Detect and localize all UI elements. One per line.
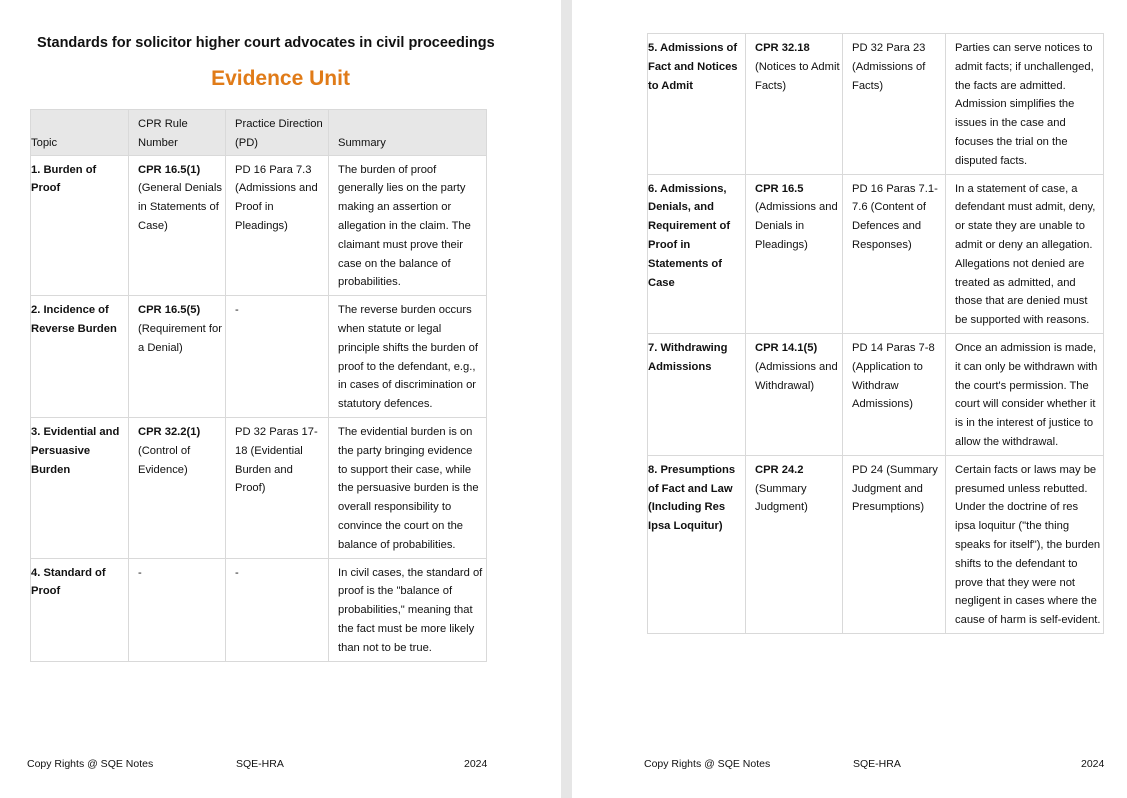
pd-cell: PD 32 Para 23 (Admissions of Facts) xyxy=(843,34,946,175)
table-row xyxy=(648,34,1104,175)
table-row xyxy=(31,558,487,661)
cpr-description: (Admissions and Denials in Pleadings) xyxy=(755,201,838,251)
header-summary: Summary xyxy=(329,110,487,156)
unit-title: Evidence Unit xyxy=(211,67,350,90)
cpr-description: (General Denials in Statements of Case) xyxy=(138,182,222,232)
pd-cell: - xyxy=(226,558,329,661)
footer-year: 2024 xyxy=(1081,758,1105,770)
summary-cell: In civil cases, the standard of proof is the "balance of probabilities," meaning that the fact must be more likely than not to be true. xyxy=(329,558,487,661)
pd-cell: PD 32 Paras 17-18 (Evidential Burden and Proof) xyxy=(226,417,329,558)
topic-cell: 6. Admissions, Denials, and Requirement of Proof in Statements of Case xyxy=(648,174,746,333)
cpr-cell xyxy=(746,34,843,175)
cpr-number: CPR 32.18 xyxy=(755,42,810,54)
cpr-number: CPR 16.5 xyxy=(755,182,804,195)
summary-cell: The burden of proof generally lies on the party making an assertion or allegation in the claim. The claimant must prove their case on the balance of probabilities. xyxy=(329,155,487,296)
cpr-number: CPR 24.2 xyxy=(755,463,804,476)
header-cpr-rule: CPR Rule Number xyxy=(129,110,226,156)
cpr-cell xyxy=(129,296,226,418)
pd-cell: - xyxy=(226,296,329,418)
document-title: Standards for solicitor higher court advocates in civil proceedings xyxy=(37,35,495,51)
topic-cell: 1. Burden of Proof xyxy=(31,155,129,296)
summary-cell: The reverse burden occurs when statute or legal principle shifts the burden of proof to the defendant, e.g., in cases of discrimination or statutory defences. xyxy=(329,296,487,418)
cpr-cell xyxy=(746,455,843,633)
table-row xyxy=(648,174,1104,333)
footer-copyright: Copy Rights @ SQE Notes xyxy=(644,758,771,770)
cpr-cell xyxy=(746,174,843,333)
cpr-cell xyxy=(129,558,226,661)
table-row xyxy=(648,455,1104,633)
footer-year: 2024 xyxy=(464,758,488,770)
cpr-number: CPR 14.1(5) xyxy=(755,341,818,354)
topic-cell: 8. Presumptions of Fact and Law (Including Res Ipsa Loquitur) xyxy=(648,455,746,633)
cpr-description: (Control of Evidence) xyxy=(138,444,191,476)
cpr-cell xyxy=(129,155,226,296)
evidence-table-page-2 xyxy=(647,33,1104,634)
table-header-row xyxy=(31,110,487,156)
evidence-table-page-1 xyxy=(30,109,487,662)
topic-cell: 4. Standard of Proof xyxy=(31,558,129,661)
cpr-number: - xyxy=(138,566,142,579)
summary-cell: Parties can serve notices to admit facts; if unchallenged, the facts are admitted. Admission simplifies the issues in the case and focuses the trial on the disputed facts. xyxy=(946,34,1104,175)
footer-exam-code: SQE-HRA xyxy=(236,758,284,770)
cpr-description: (Admissions and Withdrawal) xyxy=(755,360,838,392)
table-row xyxy=(31,155,487,296)
summary-cell: Certain facts or laws may be presumed unless rebutted. Under the doctrine of res ipsa loquitur ("the thing speaks for itself"), the burden shifts to the defendant to prove that they were not negligent in cases where the cause of harm is self-evident. xyxy=(946,455,1104,633)
header-topic: Topic xyxy=(31,110,129,156)
footer-copyright: Copy Rights @ SQE Notes xyxy=(27,758,154,770)
topic-cell: 3. Evidential and Persuasive Burden xyxy=(31,417,129,558)
footer-exam-code: SQE-HRA xyxy=(853,758,901,770)
pd-cell: PD 24 (Summary Judgment and Presumptions) xyxy=(843,455,946,633)
cpr-description: (Requirement for a Denial) xyxy=(138,322,222,354)
pd-cell: PD 16 Para 7.3 (Admissions and Proof in Pleadings) xyxy=(226,155,329,296)
topic-cell: 7. Withdrawing Admissions xyxy=(648,333,746,455)
cpr-number: CPR 16.5(1) xyxy=(138,163,201,176)
cpr-number: CPR 16.5(5) xyxy=(138,304,201,317)
pd-cell: PD 16 Paras 7.1-7.6 (Content of Defences and Responses) xyxy=(843,174,946,333)
summary-cell: In a statement of case, a defendant must admit, deny, or state they are unable to admit or deny an allegation. Allegations not denied are treated as admitted, and those that are denied must be supported with reasons. xyxy=(946,174,1104,333)
cpr-cell xyxy=(746,333,843,455)
topic-cell: 5. Admissions of Fact and Notices to Admit xyxy=(648,34,746,175)
cpr-description: (Notices to Admit Facts) xyxy=(755,60,840,92)
summary-cell: Once an admission is made, it can only be withdrawn with the court's permission. The court will consider whether it is in the interest of justice to allow the withdrawal. xyxy=(946,333,1104,455)
cpr-description: (Summary Judgment) xyxy=(755,482,808,514)
table-row xyxy=(648,333,1104,455)
header-practice-direction: Practice Direction (PD) xyxy=(226,110,329,156)
table-row xyxy=(31,417,487,558)
page-2 xyxy=(572,0,1127,798)
summary-cell: The evidential burden is on the party bringing evidence to support their case, while the persuasive burden is the overall responsibility to convince the court on the balance of probabilities. xyxy=(329,417,487,558)
cpr-number: CPR 32.2(1) xyxy=(138,425,201,438)
topic-cell: 2. Incidence of Reverse Burden xyxy=(31,296,129,418)
table-row xyxy=(31,296,487,418)
cpr-cell xyxy=(129,417,226,558)
pd-cell: PD 14 Paras 7-8 (Application to Withdraw Admissions) xyxy=(843,333,946,455)
page-1 xyxy=(0,0,561,798)
